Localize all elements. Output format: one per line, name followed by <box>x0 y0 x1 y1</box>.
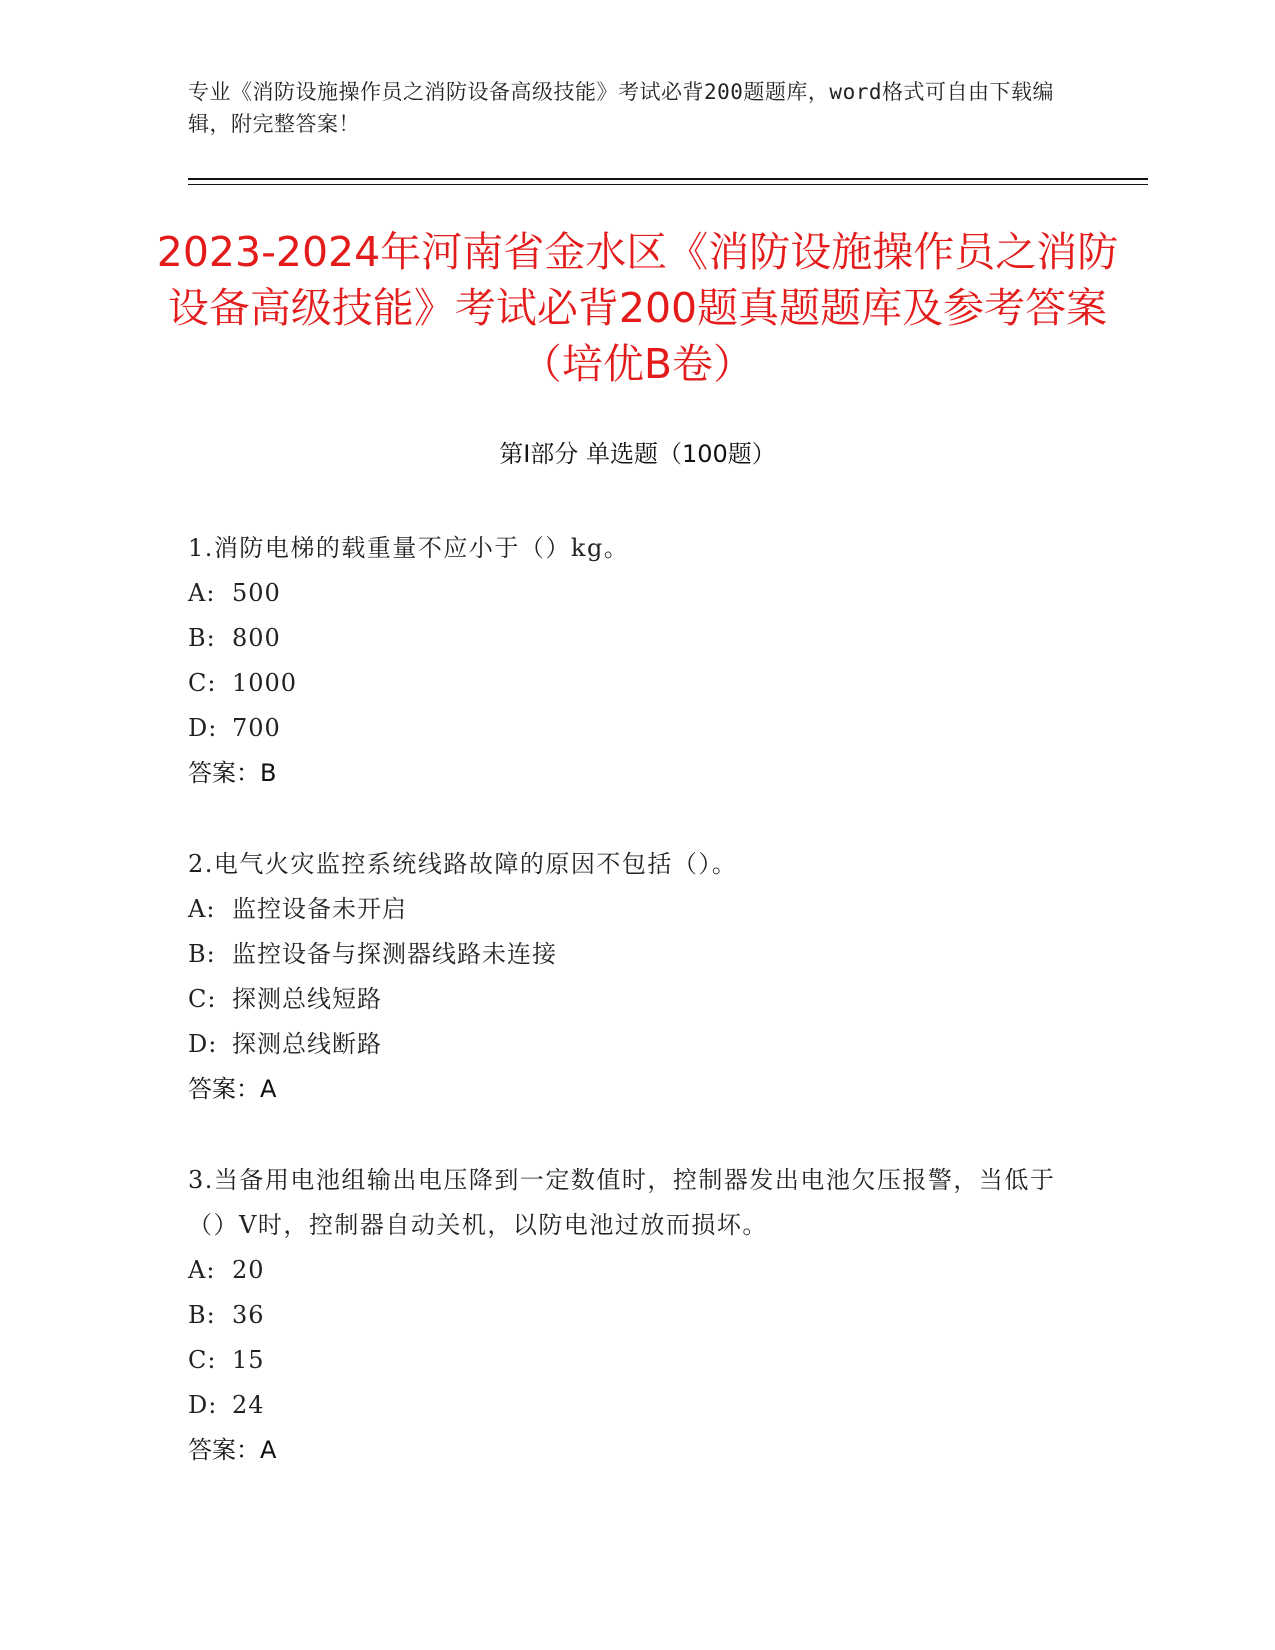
option-key: D: <box>188 1391 218 1419</box>
answer-label: 答案：A <box>188 1075 277 1103</box>
option-text: 探测总线短路 <box>232 985 382 1013</box>
option-key: B: <box>188 624 216 652</box>
option-c <box>188 977 1088 1022</box>
question-item <box>188 526 1088 796</box>
document-title: 2023-2024年河南省金水区《消防设施操作员之消防设备高级技能》考试必背200题真题题库及参考答案（培优B卷） <box>156 228 1119 388</box>
question-item <box>188 1158 1088 1473</box>
answer-label: 答案：A <box>188 1436 277 1464</box>
option-a <box>188 571 1088 616</box>
option-b <box>188 932 1088 977</box>
option-text: 700 <box>232 714 281 742</box>
option-text: 24 <box>232 1391 265 1419</box>
option-key: D: <box>188 714 218 742</box>
option-text: 15 <box>232 1346 265 1374</box>
section-heading: 第Ⅰ部分 单选题（100题） <box>499 440 776 468</box>
option-text: 500 <box>232 579 281 607</box>
option-text: 800 <box>232 624 281 652</box>
option-text: 36 <box>232 1301 265 1329</box>
option-key: D: <box>188 1030 218 1058</box>
question-item <box>188 842 1088 1112</box>
option-text: 1000 <box>232 669 298 697</box>
option-key: A: <box>188 895 216 923</box>
header-divider-thick <box>188 178 1148 180</box>
question-stem: 3.当备用电池组输出电压降到一定数值时，控制器发出电池欠压报警，当低于（）V时，控制器自动关机，以防电池过放而损坏。 <box>188 1166 1056 1239</box>
header-divider-thin <box>188 184 1148 185</box>
option-a <box>188 887 1088 932</box>
option-text: 探测总线断路 <box>232 1030 382 1058</box>
option-b <box>188 616 1088 661</box>
option-text: 监控设备未开启 <box>232 895 407 923</box>
option-key: A: <box>188 1256 216 1284</box>
option-key: A: <box>188 579 216 607</box>
option-d <box>188 1383 1088 1428</box>
header-note: 专业《消防设施操作员之消防设备高级技能》考试必背200题题库，word格式可自由下载编辑，附完整答案！ <box>188 80 1054 136</box>
question-stem: 1.消防电梯的载重量不应小于（）kg。 <box>188 534 630 562</box>
option-b <box>188 1293 1088 1338</box>
option-c <box>188 1338 1088 1383</box>
option-d <box>188 1022 1088 1067</box>
option-key: C: <box>188 669 217 697</box>
option-key: C: <box>188 985 217 1013</box>
answer-label: 答案：B <box>188 759 277 787</box>
option-a <box>188 1248 1088 1293</box>
option-d <box>188 706 1088 751</box>
question-stem: 2.电气火灾监控系统线路故障的原因不包括（）。 <box>188 850 738 878</box>
option-key: B: <box>188 940 216 968</box>
option-text: 20 <box>232 1256 265 1284</box>
option-c <box>188 661 1088 706</box>
option-key: B: <box>188 1301 216 1329</box>
option-text: 监控设备与探测器线路未连接 <box>232 940 557 968</box>
option-key: C: <box>188 1346 217 1374</box>
